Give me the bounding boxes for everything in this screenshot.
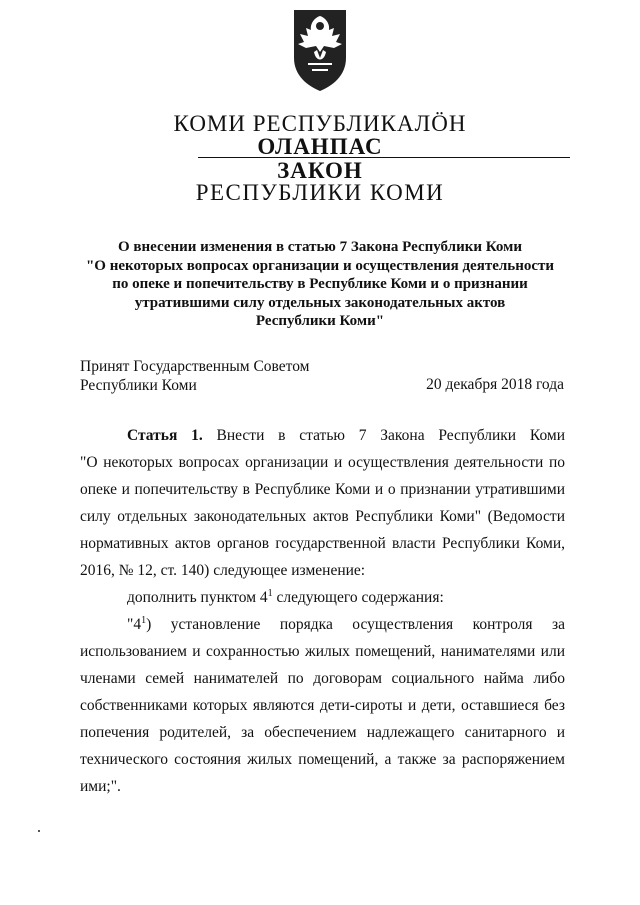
superscript: 1 <box>141 614 147 626</box>
adoption-date: 20 декабря 2018 года <box>426 376 564 393</box>
article-line: 2016, № 12, ст. 140) следующее изменение: <box>80 562 366 579</box>
law-title <box>60 238 580 331</box>
header-komi-line: КОМИ РЕСПУБЛИКАЛÖН <box>173 111 467 136</box>
quote-line: использованием и сохранностью жилых помещений, нанимателями или <box>80 643 565 660</box>
komi-coat-of-arms-icon <box>288 6 352 92</box>
amendment-intro-text: дополнить пунктом 4 <box>127 589 268 606</box>
quote-line: технического состояния жилых помещений, а также за распоряжением <box>80 751 565 768</box>
amendment-intro <box>80 584 565 611</box>
amendment-intro-text: следующего содержания: <box>272 589 444 606</box>
quote-start: "4 <box>127 616 142 633</box>
superscript: 1 <box>267 587 273 599</box>
quote-text: ) установление порядка осуществления контроля за <box>146 616 565 633</box>
adopted-by-line2: Республики Коми <box>80 377 197 394</box>
quote-line: попечения родителей, за обеспечением надлежащего санитарного и <box>80 724 565 741</box>
header-zakon: ЗАКОН <box>277 158 363 183</box>
law-title-line: по опеке и попечительству в Республике Коми и о признании <box>112 276 528 292</box>
quote-line: членами семей нанимателей по договорам социального найма либо <box>80 670 565 687</box>
quote-first-line <box>80 611 565 638</box>
scan-mark <box>38 830 40 832</box>
adopted-by-line1: Принят Государственным Советом <box>80 358 310 375</box>
article-line: "О некоторых вопросах организации и осуществления деятельности по <box>80 454 565 471</box>
article-line: нормативных актов органов государственной власти Республики Коми, <box>80 535 565 552</box>
adoption-info <box>80 357 310 395</box>
article-first-line <box>80 422 565 449</box>
article-text: Внести в статью 7 Закона Республики Коми <box>216 427 565 444</box>
law-title-line: Республики Коми" <box>255 313 385 329</box>
article-line: силу отдельных законодательных актов Республики Коми" (Ведомости <box>80 508 565 525</box>
law-title-line: утратившими силу отдельных законодательных актов <box>134 294 506 311</box>
article-label: Статья 1. <box>127 427 203 444</box>
article-body <box>80 422 565 800</box>
header-republic: РЕСПУБЛИКИ КОМИ <box>195 180 445 205</box>
quote-line: ими;". <box>80 778 121 795</box>
law-title-line: "О некоторых вопросах организации и осуществления деятельности <box>85 257 555 274</box>
law-title-line: О внесении изменения в статью 7 Закона Республики Коми <box>118 239 522 255</box>
header-olanpas: ОЛАНПАС <box>257 134 383 159</box>
quote-line: собственниками которых являются дети-сироты и дети, оставшиеся без <box>80 697 565 714</box>
article-line: опеке и попечительству в Республике Коми и о признании утратившими <box>80 481 565 498</box>
